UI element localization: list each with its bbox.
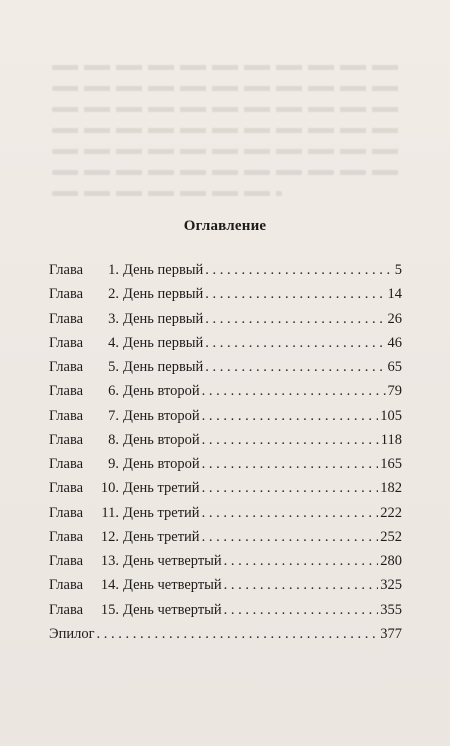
show-through-text bbox=[52, 56, 402, 203]
toc-entry-number: 5. bbox=[108, 359, 119, 375]
toc-entry-label: День первый bbox=[123, 310, 204, 327]
toc-entry-leader-dots bbox=[202, 456, 379, 473]
toc-entry bbox=[49, 262, 402, 286]
toc-entry-number: 13. bbox=[100, 553, 119, 569]
toc-entry-leader-dots bbox=[202, 383, 386, 400]
toc-entry-number: 2. bbox=[108, 286, 119, 303]
toc-entry-leader-dots bbox=[205, 359, 385, 376]
toc-entry-label: День второй bbox=[123, 383, 200, 400]
toc-entry-leader-dots bbox=[205, 311, 385, 328]
table-of-contents bbox=[49, 262, 402, 650]
toc-entry-number: 4. bbox=[108, 334, 119, 351]
toc-entry-leader-dots bbox=[202, 505, 379, 522]
toc-entry-label: День первый bbox=[123, 334, 204, 351]
toc-entry-leader-dots bbox=[224, 602, 379, 619]
toc-entry-label: День второй bbox=[123, 431, 200, 448]
toc-entry-prefix: Глава bbox=[49, 528, 84, 545]
show-through-header bbox=[0, 12, 450, 27]
toc-entry-prefix: Глава bbox=[49, 407, 84, 424]
toc-entry-leader-dots bbox=[202, 529, 379, 546]
toc-entry-label: День третий bbox=[123, 504, 200, 521]
toc-entry-prefix: Глава bbox=[49, 310, 84, 327]
toc-entry-number: 3. bbox=[108, 310, 119, 327]
toc-entry-prefix: Глава bbox=[49, 504, 84, 521]
toc-entry-prefix: Глава bbox=[49, 601, 84, 618]
toc-entry-prefix: Глава bbox=[49, 577, 84, 594]
toc-entry-prefix: Глава bbox=[49, 456, 84, 472]
toc-entry-number: 9. bbox=[108, 456, 119, 472]
toc-entry-page-number: 252 bbox=[380, 528, 402, 545]
toc-entry bbox=[49, 553, 402, 577]
toc-entry bbox=[49, 577, 402, 601]
toc-entry-page-number: 118 bbox=[380, 431, 402, 448]
toc-entry-number: 15. bbox=[100, 601, 119, 618]
toc-entry-leader-dots bbox=[224, 577, 379, 594]
toc-entry-page-number: 165 bbox=[380, 456, 402, 472]
toc-entry-label: Эпилог bbox=[49, 625, 95, 642]
toc-entry bbox=[49, 359, 402, 383]
toc-entry-leader-dots bbox=[205, 286, 385, 303]
toc-entry-leader-dots bbox=[205, 335, 385, 352]
toc-entry bbox=[49, 311, 402, 335]
toc-entry bbox=[49, 505, 402, 529]
toc-entry-number: 14. bbox=[100, 577, 119, 594]
toc-entry-number: 11. bbox=[101, 504, 119, 521]
toc-entry-label: День третий bbox=[123, 480, 200, 497]
toc-entry-prefix: Глава bbox=[49, 553, 84, 569]
toc-entry-label: День четвертый bbox=[123, 601, 222, 618]
toc-entry bbox=[49, 626, 402, 650]
toc-entry-page-number: 280 bbox=[380, 553, 402, 569]
toc-entry bbox=[49, 408, 402, 432]
toc-entry-number: 10. bbox=[100, 480, 119, 497]
toc-entry-page-number: 79 bbox=[387, 383, 402, 400]
toc-entry-leader-dots bbox=[202, 432, 379, 449]
toc-entry-label: День четвертый bbox=[123, 553, 222, 569]
toc-entry bbox=[49, 602, 402, 626]
toc-entry-number: 1. bbox=[108, 262, 119, 278]
toc-entry-prefix: Глава bbox=[49, 286, 84, 303]
toc-entry-page-number: 377 bbox=[380, 625, 402, 642]
toc-entry-page-number: 325 bbox=[380, 577, 402, 594]
toc-entry-label: День третий bbox=[123, 528, 200, 545]
toc-entry-leader-dots bbox=[202, 408, 379, 425]
toc-entry-page-number: 222 bbox=[380, 504, 402, 521]
toc-entry-leader-dots bbox=[205, 262, 392, 279]
toc-entry-number: 12. bbox=[100, 528, 119, 545]
toc-entry bbox=[49, 456, 402, 480]
toc-entry bbox=[49, 286, 402, 310]
toc-entry-prefix: Глава bbox=[49, 334, 84, 351]
toc-entry-prefix: Глава bbox=[49, 262, 84, 278]
toc-entry-prefix: Глава bbox=[49, 480, 84, 497]
toc-entry-page-number: 26 bbox=[387, 310, 402, 327]
toc-entry-number: 6. bbox=[108, 383, 119, 400]
toc-entry-prefix: Глава bbox=[49, 383, 84, 400]
toc-entry-page-number: 105 bbox=[380, 407, 402, 424]
toc-entry-page-number: 5 bbox=[394, 262, 402, 278]
toc-entry bbox=[49, 529, 402, 553]
toc-entry bbox=[49, 480, 402, 504]
toc-entry-number: 7. bbox=[108, 407, 119, 424]
toc-entry-label: День четвертый bbox=[123, 577, 222, 594]
toc-entry-label: День первый bbox=[123, 359, 204, 375]
toc-entry-leader-dots bbox=[224, 553, 379, 570]
toc-entry bbox=[49, 432, 402, 456]
toc-entry-page-number: 355 bbox=[380, 601, 402, 618]
toc-entry-label: День первый bbox=[123, 262, 204, 278]
toc-entry-leader-dots bbox=[202, 480, 379, 497]
show-through-page-number bbox=[0, 713, 450, 728]
toc-entry bbox=[49, 383, 402, 407]
toc-entry-label: День второй bbox=[123, 407, 200, 424]
toc-entry-page-number: 46 bbox=[387, 334, 402, 351]
toc-entry-page-number: 182 bbox=[380, 480, 402, 497]
toc-entry-label: День второй bbox=[123, 456, 200, 472]
toc-entry-prefix: Глава bbox=[49, 359, 84, 375]
toc-entry-page-number: 14 bbox=[387, 286, 402, 303]
toc-entry-label: День первый bbox=[123, 286, 204, 303]
toc-entry bbox=[49, 335, 402, 359]
toc-entry-prefix: Глава bbox=[49, 431, 84, 448]
toc-entry-number: 8. bbox=[108, 431, 119, 448]
toc-entry-leader-dots bbox=[97, 626, 379, 643]
toc-entry-page-number: 65 bbox=[387, 359, 402, 375]
toc-title: Оглавление bbox=[183, 218, 267, 234]
